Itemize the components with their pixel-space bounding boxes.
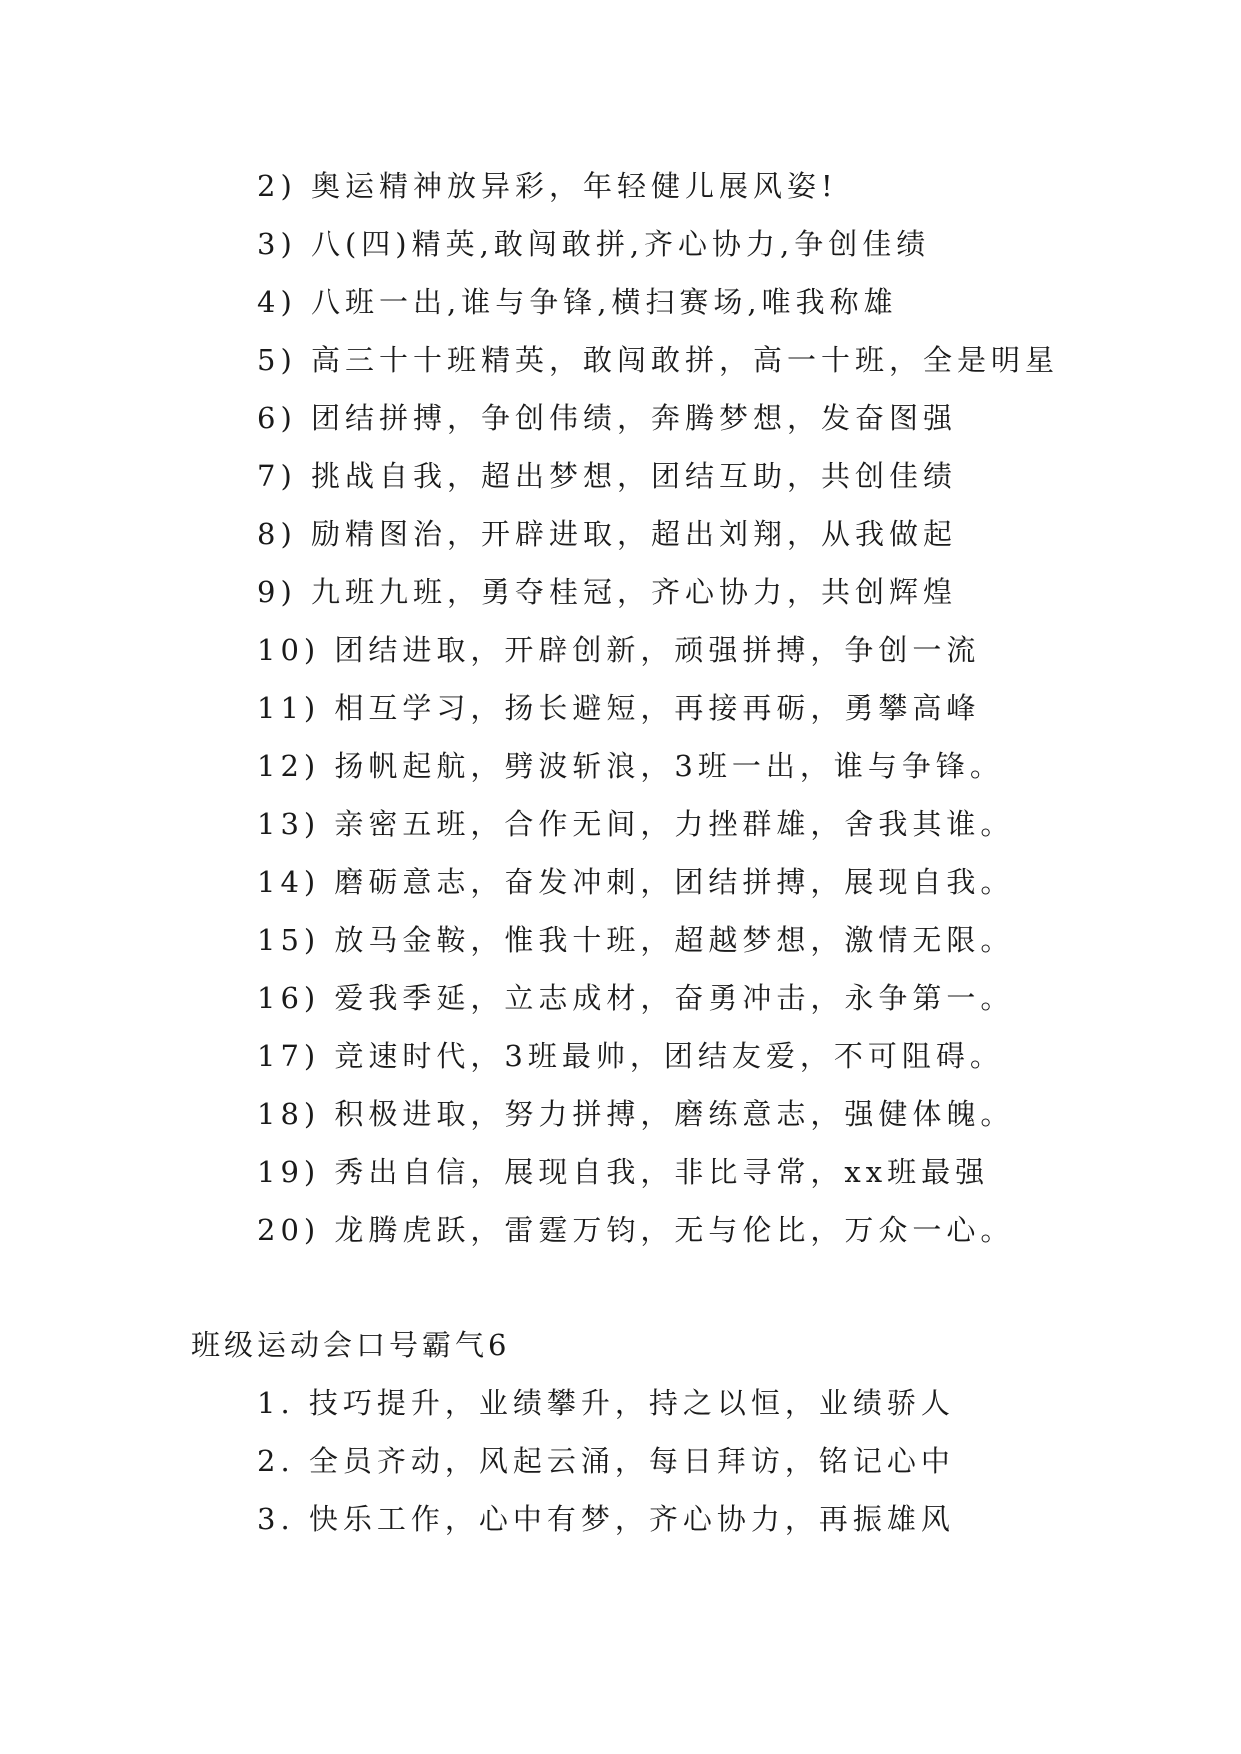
list-item: 13) 亲密五班，合作无间，力挫群雄，舍我其谁。 — [257, 807, 1015, 841]
list-item: 3) 八(四)精英,敢闯敢拼,齐心协力,争创佳绩 — [257, 227, 931, 261]
list-item: 16) 爱我季延，立志成材，奋勇冲击，永争第一。 — [257, 981, 1015, 1015]
list-item: 9) 九班九班，勇夺桂冠，齐心协力，共创辉煌 — [257, 575, 957, 609]
list-item: 20) 龙腾虎跃，雷霆万钧，无与伦比，万众一心。 — [257, 1213, 1015, 1247]
slogan-list-b — [257, 1374, 955, 1548]
list-item: 5) 高三十十班精英，敢闯敢拼，高一十班，全是明星 — [257, 343, 1059, 377]
list-item: 14) 磨砺意志，奋发冲刺，团结拼搏，展现自我。 — [257, 865, 1015, 899]
list-item: 18) 积极进取，努力拼搏，磨练意志，强健体魄。 — [257, 1097, 1015, 1131]
list-item: 12) 扬帆起航，劈波斩浪，3班一出，谁与争锋。 — [257, 749, 1004, 783]
section-heading: 班级运动会口号霸气6 — [191, 1328, 511, 1362]
list-item: 3. 快乐工作，心中有梦，齐心协力，再振雄风 — [257, 1502, 955, 1536]
list-item: 7) 挑战自我，超出梦想，团结互助，共创佳绩 — [257, 459, 957, 493]
list-item: 11) 相互学习，扬长避短，再接再砺，勇攀高峰 — [257, 691, 981, 725]
list-item: 1. 技巧提升，业绩攀升，持之以恒，业绩骄人 — [257, 1386, 955, 1420]
list-item: 2. 全员齐动，风起云涌，每日拜访，铭记心中 — [257, 1444, 955, 1478]
list-item: 8) 励精图治，开辟进取，超出刘翔，从我做起 — [257, 517, 957, 551]
list-item: 2) 奥运精神放异彩，年轻健儿展风姿! — [257, 169, 838, 203]
list-item: 15) 放马金鞍，惟我十班，超越梦想，激情无限。 — [257, 923, 1015, 957]
slogan-list-a — [257, 157, 1059, 1259]
list-item: 4) 八班一出,谁与争锋,横扫赛场,唯我称雄 — [257, 285, 898, 319]
list-item: 19) 秀出自信，展现自我，非比寻常，xx班最强 — [257, 1155, 990, 1189]
list-item: 17) 竞速时代，3班最帅，团结友爱，不可阻碍。 — [257, 1039, 1004, 1073]
list-item: 6) 团结拼搏，争创伟绩，奔腾梦想，发奋图强 — [257, 401, 957, 435]
list-item: 10) 团结进取，开辟创新，顽强拼搏，争创一流 — [257, 633, 981, 667]
